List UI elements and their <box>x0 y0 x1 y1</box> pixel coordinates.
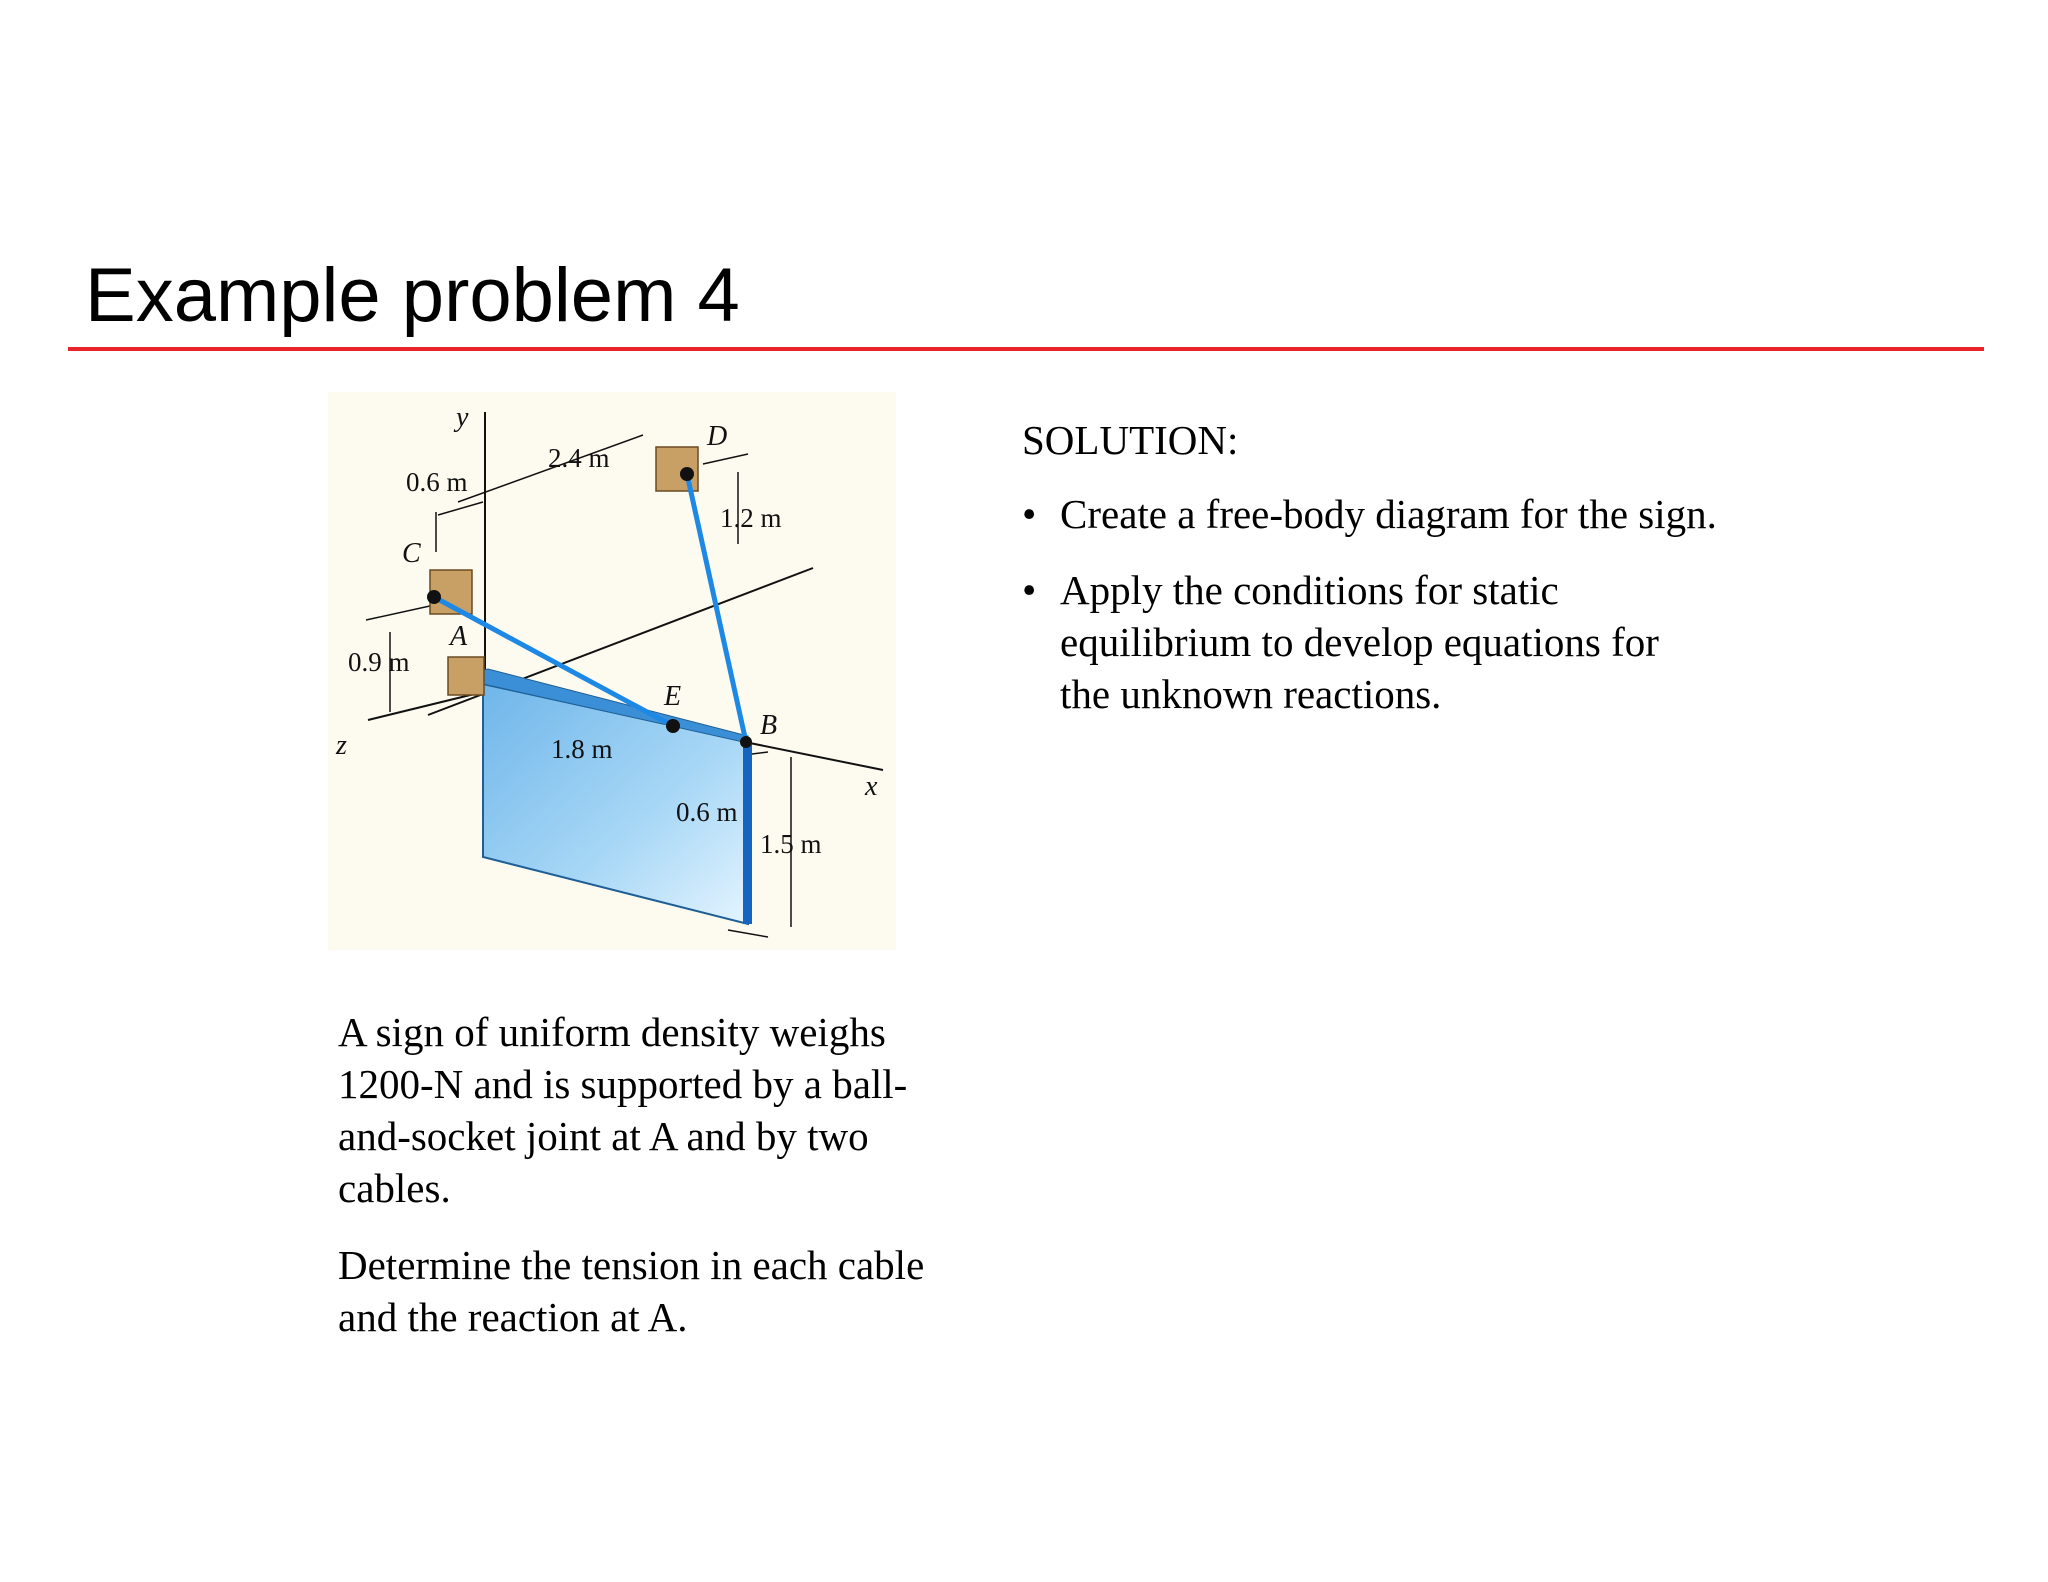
ref-line-bottom <box>728 930 768 937</box>
point-b <box>740 736 752 748</box>
label-z: z <box>336 730 347 761</box>
solution-step-text: Create a free-body diagram for the sign. <box>1060 491 1717 537</box>
label-c: C <box>402 538 421 569</box>
dim-0-6-top: 0.6 m <box>406 467 468 497</box>
problem-statement-block <box>338 1006 978 1368</box>
sign-diagram-svg <box>328 392 896 950</box>
label-a: A <box>450 621 468 652</box>
dim-1-2: 1.2 m <box>720 503 782 533</box>
solution-step-2 <box>1022 564 1700 720</box>
dim-0-6-bottom: 0.6 m <box>676 797 738 827</box>
label-x: x <box>865 771 878 802</box>
sign-diagram <box>328 392 896 950</box>
label-d: D <box>707 421 728 452</box>
solution-block <box>1022 414 1982 744</box>
solution-step-1 <box>1022 488 1982 540</box>
dim-0-9: 0.9 m <box>348 647 410 677</box>
sign-edge <box>743 742 752 924</box>
label-e: E <box>664 681 682 712</box>
slide-title: Example problem 4 <box>85 253 740 338</box>
dim-1-8: 1.8 m <box>551 734 613 764</box>
ref-line-d <box>703 454 748 464</box>
title-underline <box>68 347 1984 351</box>
point-c <box>427 590 441 604</box>
point-d <box>680 467 694 481</box>
point-e <box>666 719 680 733</box>
bullet-icon: • <box>1022 491 1037 537</box>
solution-heading: SOLUTION: <box>1022 417 1239 463</box>
bullet-icon: • <box>1022 567 1037 613</box>
dim-1-5: 1.5 m <box>760 829 822 859</box>
problem-statement: A sign of uniform density weighs 1200-N and is supported by a ball-and-socket joint at A and by two cables. <box>338 1009 908 1211</box>
solution-step-text: Apply the conditions for static equilibrium to develop equations for the unknown reactions. <box>1060 567 1659 717</box>
dim-line-0-6-top <box>438 502 483 515</box>
problem-question: Determine the tension in each cable and the reaction at A. <box>338 1242 925 1340</box>
label-b: B <box>760 710 778 741</box>
label-y: y <box>456 402 469 433</box>
dim-2-4: 2.4 m <box>548 443 610 473</box>
bracket-a <box>448 657 484 695</box>
